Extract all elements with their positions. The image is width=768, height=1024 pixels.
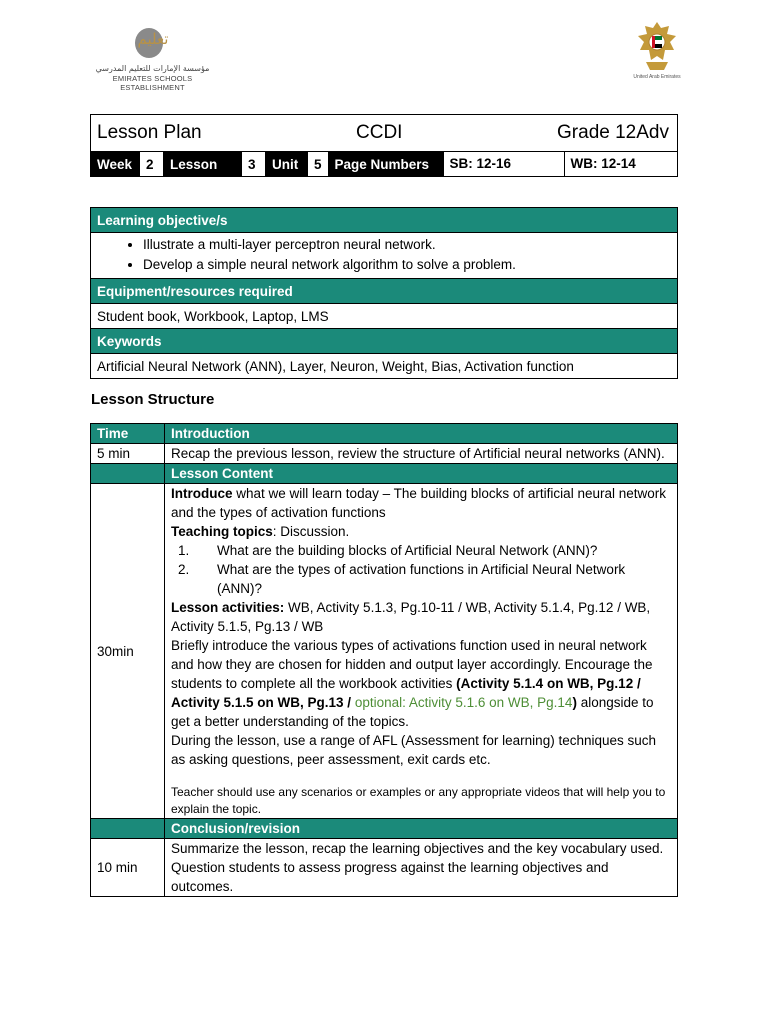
- equipment-heading: Equipment/resources required: [91, 279, 678, 304]
- topics-text: : Discussion.: [272, 524, 350, 539]
- intro-time: 5 min: [91, 444, 165, 464]
- activities-paragraph: [171, 598, 671, 636]
- plan-subject: CCDI: [356, 122, 403, 143]
- keywords-heading: Keywords: [91, 329, 678, 354]
- questions-list: [171, 541, 671, 598]
- introduce-text: what we will learn today – The building blocks of artificial neural network and the types of activation functions: [171, 486, 666, 520]
- uae-emblem: [634, 20, 680, 82]
- briefly-paragraph: [171, 636, 671, 731]
- question-item: 2. What are the types of activation functions in Artificial Neural Network (ANN)?: [193, 560, 671, 598]
- conclusion-header: Conclusion/revision: [165, 819, 678, 839]
- emblem-caption: United Arab Emirates: [633, 74, 681, 80]
- lesson-structure-title: Lesson Structure: [91, 391, 215, 408]
- lesson-content-header: Lesson Content: [165, 464, 678, 484]
- introduction-header: Introduction: [165, 424, 678, 444]
- learning-objectives-heading: Learning objective/s: [91, 208, 678, 233]
- plan-grade: Grade 12Adv: [557, 122, 669, 143]
- objective-item: • Illustrate a multi-layer perceptron neural network.: [143, 235, 677, 255]
- question-item: 1. What are the building blocks of Artificial Neural Network (ANN)?: [193, 541, 671, 560]
- ese-logo: [80, 20, 215, 92]
- lesson-value: 3: [242, 152, 266, 177]
- introduce-label: Introduce: [171, 486, 233, 501]
- content-time: 30min: [91, 484, 165, 819]
- content-body: [165, 484, 678, 819]
- lesson-label: Lesson: [164, 152, 242, 177]
- topics-label: Teaching topics: [171, 524, 273, 539]
- conclusion-text: Summarize the lesson, recap the learning objectives and the key vocabulary used. Question students to assess progress against the learning objectives and outcomes.: [165, 839, 678, 897]
- bold-activities: (Activity 5.1.4 on WB, Pg.12 / Activity 5.1.5 on WB, Pg.13 /: [171, 676, 641, 710]
- topics-paragraph: [171, 522, 671, 541]
- equipment-text: Student book, Workbook, Laptop, LMS: [91, 304, 678, 329]
- org-name-arabic: مؤسسة الإمارات للتعليم المدرسي: [95, 64, 210, 73]
- org-name-english: EMIRATES SCHOOLS ESTABLISHMENT: [112, 74, 193, 92]
- week-label: Week: [91, 152, 140, 177]
- bold-close: ): [572, 695, 577, 710]
- ese-logo-arabic: تعليم: [137, 30, 169, 48]
- activities-text: WB, Activity 5.1.3, Pg.10-11 / WB, Activity 5.1.4, Pg.12 / WB, Activity 5.1.5, Pg.13 / WB: [171, 600, 651, 634]
- unit-label: Unit: [266, 152, 308, 177]
- uae-emblem-icon: [634, 20, 680, 76]
- time-header: Time: [91, 424, 165, 444]
- introduce-paragraph: [171, 484, 671, 522]
- sb-pages: SB: 12-16: [444, 152, 565, 176]
- content-time-bar: [91, 464, 165, 484]
- conclusion-time: 10 min: [91, 839, 165, 897]
- page-numbers-label: Page Numbers: [328, 152, 443, 177]
- alongside-text: alongside to get a better understanding of the topics.: [171, 695, 654, 729]
- lesson-structure-table: [90, 423, 678, 897]
- plan-title: Lesson Plan: [97, 122, 202, 143]
- intro-text: Recap the previous lesson, review the structure of Artificial neural networks (ANN).: [165, 444, 678, 464]
- afl-paragraph: During the lesson, use a range of AFL (Assessment for learning) techniques such as asking questions, peer assessment, exit cards etc.: [171, 733, 657, 767]
- unit-value: 5: [308, 152, 329, 177]
- activities-label: Lesson activities:: [171, 600, 285, 615]
- optional-activity: optional: Activity 5.1.6 on WB, Pg.14: [354, 695, 573, 710]
- objectives-table: [90, 207, 678, 379]
- ese-logo-mark-icon: [132, 22, 170, 60]
- week-value: 2: [140, 152, 164, 177]
- lesson-plan-header-table: [90, 114, 678, 177]
- objectives-list: [91, 233, 677, 278]
- teacher-note: Teacher should use any scenarios or examples or any appropriate videos that will help you to explain the topic.: [171, 785, 666, 816]
- conclusion-time-bar: [91, 819, 165, 839]
- objective-item: • Develop a simple neural network algorithm to solve a problem.: [143, 255, 677, 275]
- wb-pages: WB: 12-14: [570, 156, 636, 171]
- briefly-text: Briefly introduce the various types of activations function used in neural network and how they are chosen for hidden and output layer accordingly. Encourage the students to complete all the workbook activities: [171, 638, 653, 691]
- keywords-text: Artificial Neural Network (ANN), Layer, Neuron, Weight, Bias, Activation function: [91, 354, 678, 379]
